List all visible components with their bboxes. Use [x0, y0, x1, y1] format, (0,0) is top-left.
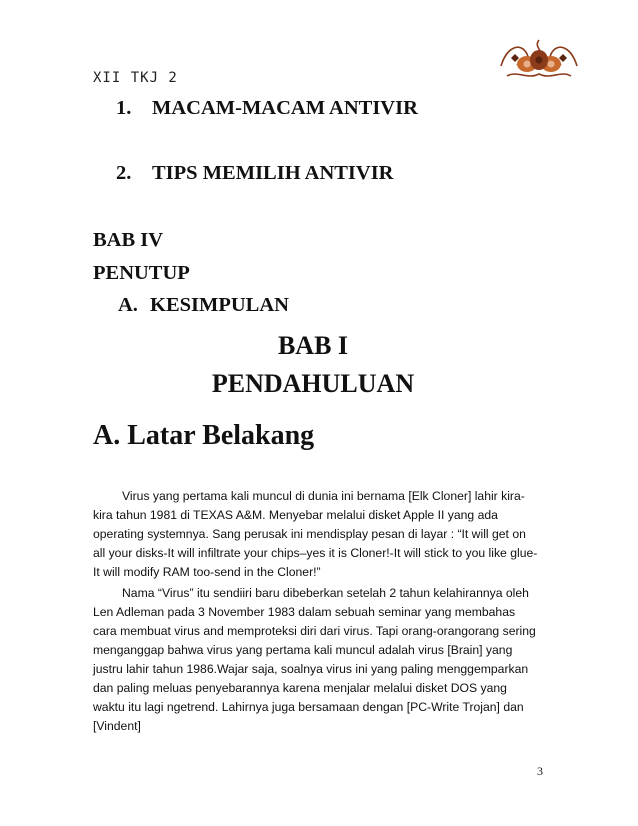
chapter-subtitle: PENDAHULUAN: [211, 369, 415, 398]
toc-item-2: [116, 162, 394, 185]
header-label: XII TKJ 2: [93, 70, 178, 86]
toc-item-number: 2.: [116, 162, 132, 184]
bab-iv-title: BAB IV: [93, 229, 164, 251]
paragraph-1: Virus yang pertama kali muncul di dunia ini bernama [Elk Cloner] lahir kira-kira tahun 1981 di TEXAS A&M. Menyebar melalui disket Apple II yang ada operating systemnya. Sang perusak ini mendisplay pesan di layar : “It will get on all your disks-It will infiltrate your chips–yes it is Cloner!-It will stick to you like glue-It will modify RAM too-send in the Cloner!”: [93, 489, 538, 579]
toc-item-text: MACAM-MACAM ANTIVIR: [152, 97, 418, 119]
bab-iv-item-text: KESIMPULAN: [150, 294, 289, 316]
paragraph-2: Nama “Virus” itu sendiiri baru dibeberkan setelah 2 tahun kelahirannya oleh Len Adleman pada 3 November 1983 dalam sebuah seminar yang membahas cara membuat virus and memproteksi diri dari virus. Tapi orang-orangorang sering menganggap bahwa virus yang pertama kali muncul adalah virus [Brain] yang justru lahir tahun 1986.Wajar saja, soalnya virus ini yang paling menggemparkan dan paling meluas penyebarannya karena menjalar melalui disket DOS yang waktu itu lagi ngetrend. Lahirnya juga bersamaan dengan [PC-Write Trojan] dan [Vindent]: [93, 586, 536, 733]
page-number: 3: [537, 764, 543, 778]
bab-iv-item: [118, 294, 289, 317]
ornament-icon: [497, 36, 581, 84]
section-title: A. Latar Belakang: [93, 420, 315, 451]
toc-item-number: 1.: [116, 97, 132, 119]
toc-item-1: [116, 97, 418, 120]
bab-iv-item-number: A.: [118, 294, 138, 316]
chapter-title: BAB I: [277, 331, 349, 360]
toc-item-text: TIPS MEMILIH ANTIVIR: [152, 162, 394, 184]
bab-iv-subtitle: PENUTUP: [93, 262, 190, 284]
